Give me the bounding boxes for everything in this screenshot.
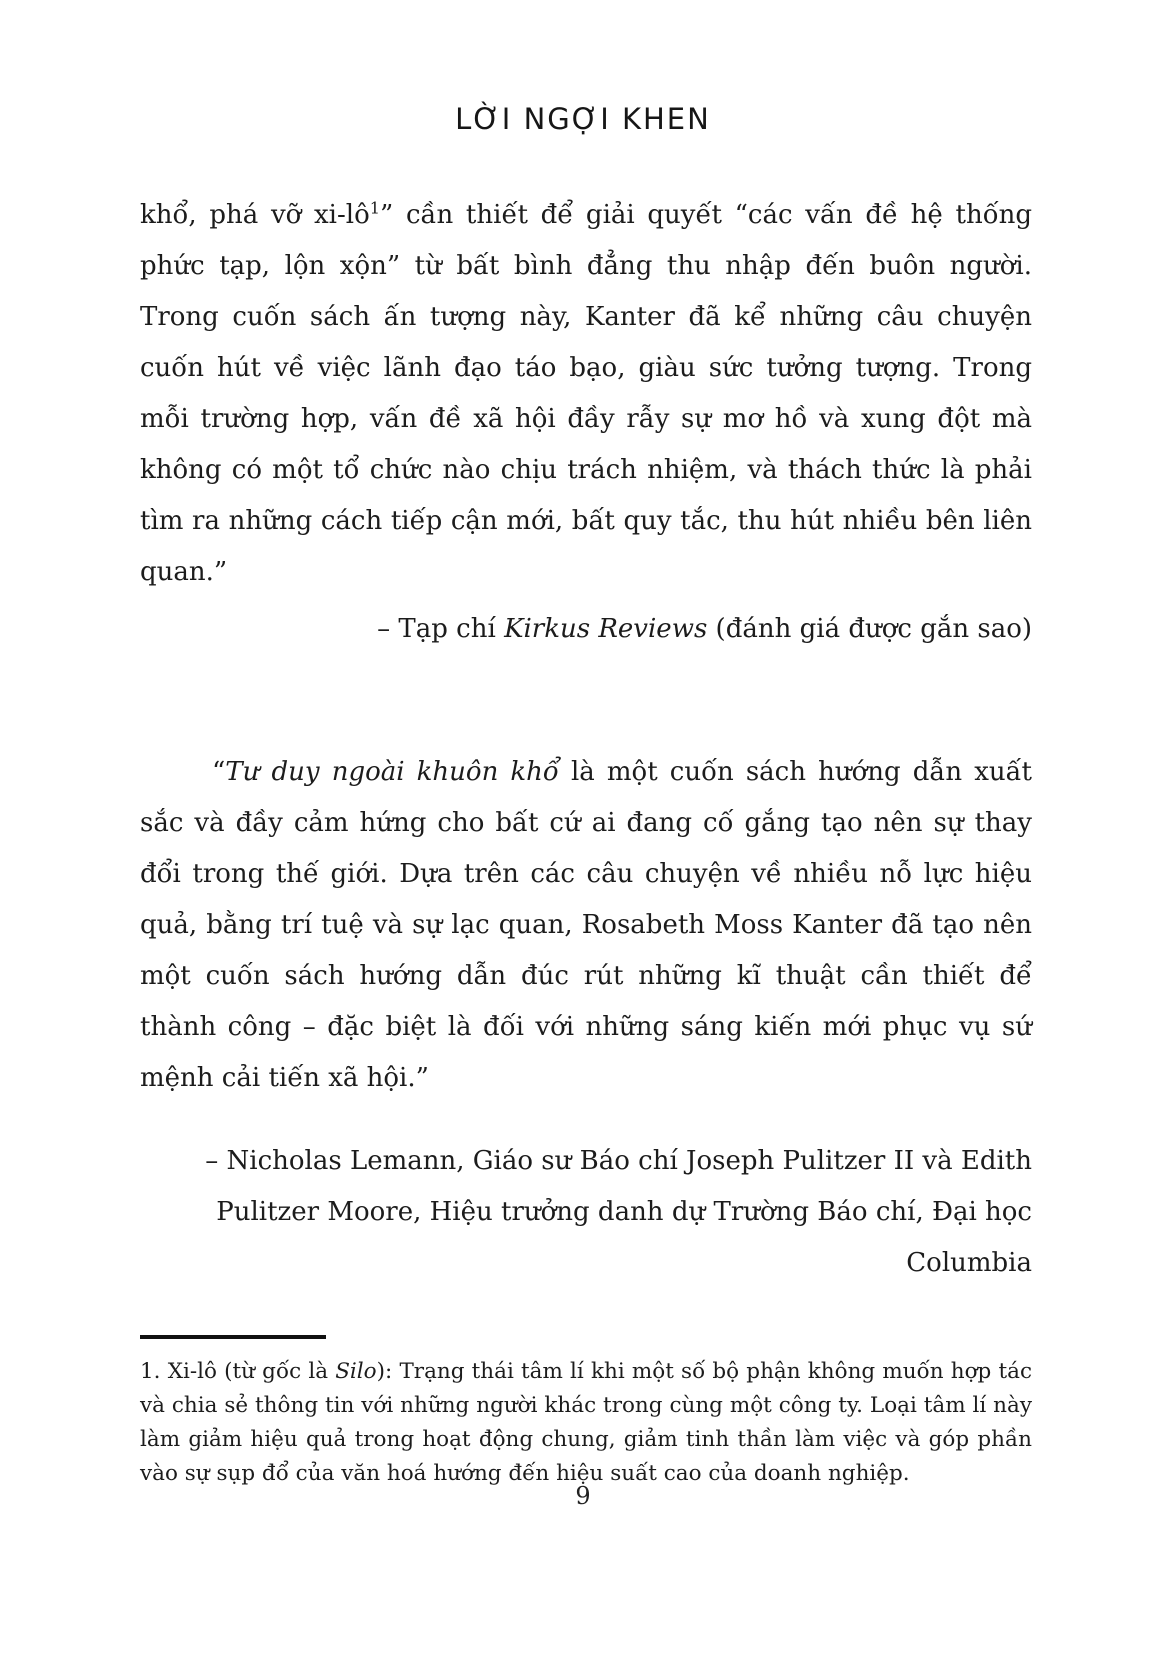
attribution-spacer [140,1104,1032,1130]
footnote-block [140,1335,1032,1491]
page-number: 9 [575,1482,591,1510]
footnote-text: 1. Xi-lô (từ gốc là Silo): Trạng thái tâm lí khi một số bộ phận không muốn hợp tác và chia sẻ thông tin với những người khác trong cùng một công ty. Loại tâm lí này làm giảm hiệu quả trong hoạt động chung, giảm tinh thần làm việc và góp phần vào sự sụp đổ của văn hoá hướng đến hiệu suất cao của doanh nghiệp. [140,1359,1032,1486]
footnote-divider [140,1335,326,1339]
quote-paragraph: “Tư duy ngoài khuôn khổ là một cuốn sách hướng dẫn xuất sắc và đầy cảm hứng cho bất cứ ai đang cố gắng tạo nên sự thay đổi trong thế giới. Dựa trên các câu chuyện về nhiều nỗ lực hiệu quả, bằng trí tuệ và sự lạc quan, Rosabeth Moss Kanter đã tạo nên một cuốn sách hướng dẫn đúc rút những kĩ thuật cần thiết để thành công – đặc biệt là đối với những sáng kiến mới phục vụ sứ mệnh cải tiến xã hội.” [140,757,1032,1093]
section-spacer [140,655,1032,747]
quote-paragraph: khổ, phá vỡ $xi-lô^1$” cần thiết để giải quyết “các vấn đề hệ thống phức tạp, lộn xộn” từ bất bình đẳng thu nhập đến buôn người. Trong cuốn sách ấn tượng này, Kanter đã kể những câu chuyện cuốn hút về việc lãnh đạo táo bạo, giàu sức tưởng tượng. Trong mỗi trường hợp, vấn đề xã hội đầy rẫy sự mơ hồ và xung đột mà không có một tổ chức nào chịu trách nhiệm, và thách thức là phải tìm ra những cách tiếp cận mới, bất quy tắc, thu hút nhiều bên liên quan.” [140,198,1032,587]
page-content [140,190,1032,1491]
quote-attribution: – Nicholas Lemann, Giáo sư Báo chí Joseph Pulitzer II và Edith Pulitzer Moore, Hiệu trưởng danh dự Trường Báo chí, Đại học Columbia [205,1146,1032,1278]
page-title: LỜI NGỢI KHEN [455,102,711,136]
quote-attribution: – Tạp chí Kirkus Reviews (đánh giá được gắn sao) [377,614,1032,644]
